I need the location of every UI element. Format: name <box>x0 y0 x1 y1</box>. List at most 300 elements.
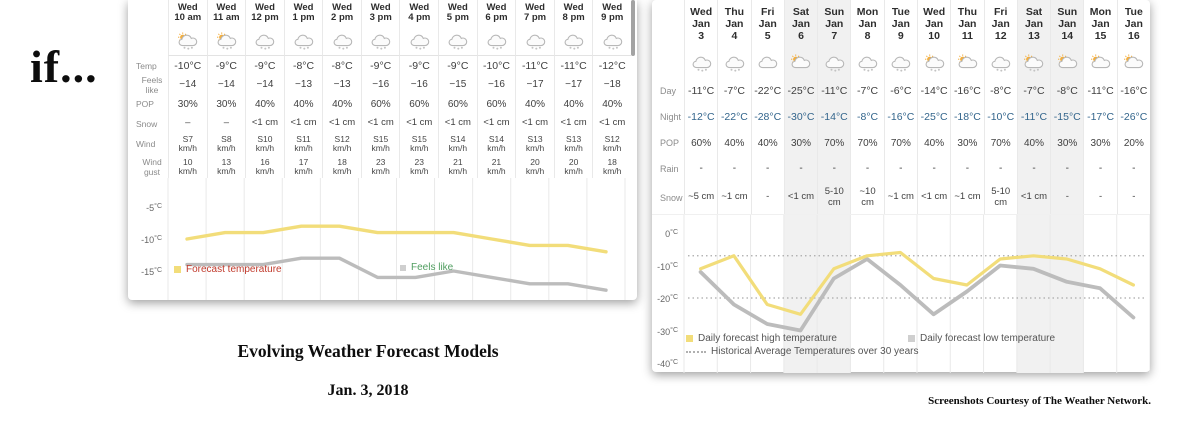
column-header <box>1050 0 1083 48</box>
gust-value: 16 <box>260 156 270 167</box>
row-label-snow: Snow <box>136 118 158 129</box>
wind-gust-cell <box>515 155 554 178</box>
header-date: 8 <box>864 30 871 42</box>
weather-icon-cell <box>850 48 883 78</box>
daily-temperature-chart <box>652 214 1150 372</box>
feels-like-swatch <box>400 265 406 271</box>
header-day: Wed <box>293 1 314 13</box>
pop-cell: 30% <box>1050 130 1083 156</box>
night-temp-cell: -11°C <box>1017 104 1050 130</box>
temp-cell: -9°C <box>361 56 400 75</box>
header-day: Wed <box>177 1 198 13</box>
pop-cell: 30% <box>168 94 207 114</box>
forecast-temperature-swatch <box>174 266 181 273</box>
wind-unit: km/h <box>410 143 429 153</box>
tick-value: -5 <box>146 203 155 213</box>
column-header <box>1017 0 1050 48</box>
wind-unit: km/h <box>332 143 352 153</box>
header-dow: Sun <box>824 6 845 18</box>
gust-value: 17 <box>298 156 309 167</box>
temp-cell: -10°C <box>477 56 516 75</box>
weather-icon-cell <box>438 26 477 56</box>
header-dow: Wed <box>923 6 946 18</box>
snow-cell: <1 cm <box>361 114 400 133</box>
row-label-day: Day <box>660 86 677 96</box>
temp-cell: -8°C <box>322 56 361 75</box>
historical-average-swatch <box>686 351 706 353</box>
weather-icon-cell <box>884 48 917 78</box>
gust-unit: km/h <box>448 165 468 176</box>
header-time: 2 pm <box>331 12 354 23</box>
y-axis-label <box>652 292 678 305</box>
rain-cell: - <box>1050 156 1083 181</box>
weather-icon-cell <box>245 26 284 56</box>
header-dow: Sat <box>1025 6 1043 18</box>
snow-cell: ~1 cm <box>717 181 750 214</box>
header-date: 3 <box>698 30 705 42</box>
snow-cell: 5-10 cm <box>817 181 850 214</box>
rain-cell: - <box>1017 156 1050 181</box>
snow-cell: - <box>751 181 784 214</box>
column-header <box>1083 0 1116 48</box>
column-header <box>984 0 1017 48</box>
pop-cell: 60% <box>477 94 516 114</box>
wind-value: S15 <box>373 134 389 144</box>
row-label-wind-gust: Wind gust <box>142 156 162 177</box>
sun-cloud-icon <box>1056 54 1079 72</box>
snow-cell: <1 cm <box>515 114 554 133</box>
column-header <box>245 0 284 26</box>
rain-cell: - <box>884 156 917 181</box>
column-header <box>554 0 593 26</box>
flurries-icon <box>562 32 585 50</box>
hourly-temperature-chart <box>128 178 637 300</box>
snow-cell: <1 cm <box>438 114 477 133</box>
gust-value: 10 <box>183 156 193 167</box>
flurries-icon <box>253 32 276 50</box>
night-temp-cell: -25°C <box>917 104 950 130</box>
wind-value: S15 <box>411 134 427 144</box>
feels-like-cell: −15 <box>438 75 477 94</box>
day-temp-cell: -16°C <box>1117 78 1150 104</box>
wind-cell <box>284 133 323 155</box>
night-temp-cell: -17°C <box>1083 104 1116 130</box>
gust-unit: km/h <box>178 165 197 176</box>
flurries-icon <box>989 54 1012 72</box>
wind-cell <box>515 133 554 155</box>
weather-icon-cell <box>1117 48 1150 78</box>
header-month: Jan <box>692 18 711 30</box>
snow-cell: <1 cm <box>917 181 950 214</box>
wind-gust-cell <box>554 155 593 178</box>
header-month: Jan <box>991 18 1010 30</box>
header-dow: Sat <box>792 6 810 18</box>
snow-cell: <1 cm <box>477 114 516 133</box>
flurries-icon <box>369 32 392 50</box>
wind-value: S10 <box>257 134 273 144</box>
temp-cell: -9°C <box>207 56 246 75</box>
column-header <box>751 0 784 48</box>
column-header <box>361 0 400 26</box>
column-gutter <box>128 0 168 26</box>
pop-cell: 70% <box>817 130 850 156</box>
weather-icon-cell <box>592 26 631 56</box>
if-text: if... <box>30 41 98 92</box>
pop-cell: 40% <box>284 94 323 114</box>
pop-cell: 70% <box>884 130 917 156</box>
weather-icon-cell <box>684 48 717 78</box>
snow-cell: <1 cm <box>245 114 284 133</box>
pop-cell: 60% <box>361 94 400 114</box>
wind-value: S14 <box>488 134 504 144</box>
snow-cell: <1 cm <box>784 181 817 214</box>
weather-icon-cell <box>477 26 516 56</box>
header-date: 6 <box>798 30 804 42</box>
gust-unit: km/h <box>410 165 429 176</box>
pop-cell: 40% <box>751 130 784 156</box>
sun-cloud-icon <box>956 54 979 72</box>
gust-value: 23 <box>375 156 386 167</box>
gust-value: 21 <box>491 156 502 167</box>
header-day: Wed <box>563 1 584 13</box>
snow-cell: <1 cm <box>1017 181 1050 214</box>
y-axis-label <box>652 260 678 273</box>
wind-gust-cell <box>207 155 246 178</box>
night-temp-cell: -18°C <box>950 104 983 130</box>
gust-value: 20 <box>530 156 540 167</box>
weather-icon-cell <box>1083 48 1116 78</box>
pop-cell: 20% <box>1117 130 1150 156</box>
gust-unit: km/h <box>487 165 506 176</box>
day-temp-cell: -11°C <box>1083 78 1116 104</box>
column-header <box>684 0 717 48</box>
weather-icon-cell <box>784 48 817 78</box>
wind-unit: km/h <box>602 143 622 153</box>
gust-value: 21 <box>453 156 463 167</box>
header-date: 11 <box>961 30 973 42</box>
row-label-feels_like: Feels like <box>141 74 163 95</box>
row-label-pop: POP <box>660 138 680 148</box>
gust-value: 20 <box>568 156 579 167</box>
pop-cell: 30% <box>784 130 817 156</box>
day-temp-cell: -8°C <box>1050 78 1083 104</box>
header-dow: Fri <box>760 6 775 18</box>
pop-cell: 30% <box>1083 130 1116 156</box>
snow-cell: ~10 cm <box>850 181 883 214</box>
wind-value: S12 <box>334 134 350 144</box>
header-month: Jan <box>758 18 777 30</box>
header-date: 10 <box>928 30 940 42</box>
header-time: 6 pm <box>485 12 508 23</box>
daily-low-swatch <box>908 335 915 342</box>
column-header <box>207 0 246 26</box>
wind-cell <box>554 133 593 155</box>
gust-value: 13 <box>221 156 232 167</box>
header-month: Jan <box>825 18 844 30</box>
night-temp-cell: -26°C <box>1117 104 1150 130</box>
weather-icon-cell <box>717 48 750 78</box>
wind-gust-cell <box>322 155 361 178</box>
hourly-chart-canvas <box>128 178 631 300</box>
snow-cell: - <box>1117 181 1150 214</box>
row-label-pop: POP <box>136 99 154 109</box>
header-date: 7 <box>831 30 838 42</box>
rain-cell: - <box>984 156 1017 181</box>
gust-unit: km/h <box>564 165 583 176</box>
pop-cell: 40% <box>1017 130 1050 156</box>
wind-cell <box>245 133 284 155</box>
column-header <box>884 0 917 48</box>
tick-unit: °C <box>154 235 162 242</box>
tick-value: -15 <box>141 267 155 277</box>
temp-cell: -9°C <box>399 56 438 75</box>
daily-legend-historical <box>686 346 919 357</box>
y-axis-label <box>128 233 162 246</box>
temp-cell: -9°C <box>438 56 477 75</box>
row-label-night: Night <box>660 112 682 122</box>
snow-cell: <1 cm <box>284 114 323 133</box>
day-temp-cell: -7°C <box>717 78 750 104</box>
pop-cell: 70% <box>850 130 883 156</box>
header-date: 9 <box>897 30 904 42</box>
header-month: Jan <box>1091 18 1110 30</box>
night-temp-cell: -14°C <box>817 104 850 130</box>
weather-icon-cell <box>168 26 207 56</box>
tick-value: -20 <box>657 294 671 304</box>
wind-cell <box>168 133 207 155</box>
wind-gust-cell <box>361 155 400 178</box>
scrollbar-thumb[interactable] <box>631 0 635 56</box>
header-date: 16 <box>1128 30 1140 42</box>
hourly-forecast-panel <box>128 0 637 300</box>
header-date: 12 <box>994 30 1007 42</box>
weather-icon-cell <box>399 26 438 56</box>
header-time: 3 pm <box>369 12 392 23</box>
wind-gust-cell <box>284 155 323 178</box>
tick-unit: °C <box>670 229 678 236</box>
wind-cell <box>592 133 631 155</box>
column-header <box>784 0 817 48</box>
rain-cell: - <box>917 156 950 181</box>
gust-unit: km/h <box>371 165 390 176</box>
day-temp-cell: -22°C <box>751 78 784 104</box>
flurries-icon <box>889 54 912 72</box>
rain-cell: - <box>850 156 883 181</box>
tick-value: 0 <box>665 229 671 239</box>
wind-unit: km/h <box>525 143 545 153</box>
fourteen-day-forecast-table <box>652 0 1150 214</box>
wind-gust-cell <box>477 155 516 178</box>
day-temp-cell: -8°C <box>984 78 1017 104</box>
row-gutter <box>652 48 684 78</box>
header-time: 5 pm <box>446 12 469 23</box>
column-header <box>322 0 361 26</box>
flurries-icon <box>856 54 879 72</box>
weather-icon-cell <box>322 26 361 56</box>
rain-cell: - <box>684 156 717 181</box>
wind-unit: km/h <box>178 143 197 153</box>
column-header <box>515 0 554 26</box>
daily-legend-high <box>686 333 837 344</box>
feels-like-cell: −13 <box>322 75 361 94</box>
gust-value: 23 <box>414 156 425 167</box>
pop-cell: 60% <box>438 94 477 114</box>
wind-gust-cell <box>438 155 477 178</box>
header-month: Jan <box>858 18 877 30</box>
header-day: Wed <box>216 1 237 13</box>
wind-value: S13 <box>566 134 582 144</box>
snow-cell: <1 cm <box>399 114 438 133</box>
header-time: 7 pm <box>523 12 547 23</box>
flurries-icon <box>446 32 469 50</box>
gust-value: 18 <box>607 156 617 167</box>
hourly-legend-forecast <box>174 264 282 275</box>
feels-like-cell: −17 <box>554 75 593 94</box>
tick-value: -10 <box>657 261 671 272</box>
column-header <box>1117 0 1150 48</box>
header-day: Wed <box>525 1 545 13</box>
snow-cell: <1 cm <box>592 114 631 133</box>
tick-value: -10 <box>141 235 155 245</box>
night-temp-cell: -15°C <box>1050 104 1083 130</box>
rain-cell: - <box>751 156 784 181</box>
header-date: 14 <box>1061 30 1074 42</box>
night-temp-cell: -16°C <box>884 104 917 130</box>
weather-icon-cell <box>751 48 784 78</box>
header-dow: Thu <box>724 6 745 18</box>
temp-cell: -9°C <box>245 56 284 75</box>
temp-cell: -12°C <box>592 56 631 75</box>
daily-legend-low <box>908 333 1055 344</box>
column-header <box>438 0 477 26</box>
rain-cell: - <box>1083 156 1116 181</box>
pop-cell: 40% <box>592 94 631 114</box>
tick-unit: °C <box>670 326 678 334</box>
day-temp-cell: -7°C <box>850 78 883 104</box>
header-month: Jan <box>1024 18 1044 30</box>
header-dow: Mon <box>1089 6 1112 18</box>
header-month: Jan <box>925 18 944 30</box>
header-month: Jan <box>1058 18 1077 30</box>
sun-cloud-icon <box>1089 54 1112 72</box>
wind-unit: km/h <box>448 143 468 153</box>
tick-unit: °C <box>670 359 678 366</box>
column-header <box>950 0 983 48</box>
header-time: 8 pm <box>562 12 585 23</box>
wind-gust-cell <box>168 155 207 178</box>
pop-cell: 40% <box>917 130 950 156</box>
caption-title: Evolving Weather Forecast Models <box>237 341 499 361</box>
weather-icon-cell <box>207 26 246 56</box>
header-day: Wed <box>486 1 507 13</box>
flurries-icon <box>485 32 508 50</box>
wind-value: S7 <box>182 134 193 144</box>
header-day: Wed <box>370 1 391 13</box>
header-day: Wed <box>602 1 623 13</box>
weather-icon-cell <box>515 26 554 56</box>
feels-like-label: Feels like <box>411 262 454 273</box>
temp-cell: -8°C <box>284 56 323 75</box>
wind-cell <box>438 133 477 155</box>
tick-value: -30 <box>657 326 671 337</box>
header-dow: Sun <box>1057 6 1078 18</box>
wind-unit: km/h <box>255 143 275 153</box>
feels-like-cell: −14 <box>207 75 246 94</box>
gust-unit: km/h <box>255 165 275 176</box>
flurries-icon <box>601 32 624 50</box>
wind-value: S11 <box>296 134 311 144</box>
column-header <box>284 0 323 26</box>
night-temp-cell: -30°C <box>784 104 817 130</box>
day-temp-cell: -11°C <box>817 78 850 104</box>
wind-unit: km/h <box>371 143 390 153</box>
wind-unit: km/h <box>217 143 236 153</box>
wind-value: S13 <box>527 134 543 144</box>
y-axis-label <box>652 227 678 240</box>
wind-unit: km/h <box>294 143 313 153</box>
wind-cell <box>207 133 246 155</box>
tick-unit: °C <box>154 203 162 210</box>
header-day: Wed <box>332 1 353 13</box>
weather-icon-cell <box>984 48 1017 78</box>
night-temp-cell: -12°C <box>684 104 717 130</box>
row-label-temp: Temp <box>136 60 157 71</box>
column-header <box>592 0 631 26</box>
pop-cell: 70% <box>984 130 1017 156</box>
snow-cell: ~1 cm <box>884 181 917 214</box>
weather-icon-cell <box>361 26 400 56</box>
feels-like-cell: −13 <box>284 75 323 94</box>
tick-value: -40 <box>657 359 671 369</box>
tick-unit: °C <box>670 294 678 301</box>
column-header <box>917 0 950 48</box>
header-month: Jan <box>1124 18 1143 30</box>
gust-value: 18 <box>337 156 347 167</box>
header-day: Wed <box>447 1 468 13</box>
header-dow: Thu <box>957 6 978 18</box>
header-time: 11 am <box>213 12 240 23</box>
sun-cloud-flurries-icon <box>176 32 199 50</box>
sun-cloud-icon <box>1122 54 1145 72</box>
hourly-feels-like-label <box>400 262 453 273</box>
rain-cell: - <box>817 156 850 181</box>
snow-cell: – <box>168 114 207 133</box>
flurries-icon <box>331 32 354 50</box>
pop-cell: 60% <box>399 94 438 114</box>
feels-like-cell: −16 <box>361 75 400 94</box>
header-time: 10 am <box>174 12 202 23</box>
y-axis-label <box>128 265 162 278</box>
header-month: Jan <box>791 18 811 30</box>
day-temp-cell: -11°C <box>684 78 717 104</box>
y-axis-label <box>128 201 162 214</box>
wind-value: S14 <box>450 134 466 144</box>
day-temp-cell: -7°C <box>1017 78 1050 104</box>
forecast-temperature-label: Forecast temperature <box>186 264 282 275</box>
gust-unit: km/h <box>525 165 545 176</box>
pop-cell: 60% <box>684 130 717 156</box>
weather-icon-cell <box>284 26 323 56</box>
wind-unit: km/h <box>564 143 583 153</box>
snow-cell: 5-10 cm <box>984 181 1017 214</box>
night-temp-cell: -22°C <box>717 104 750 130</box>
night-temp-cell: -8°C <box>850 104 883 130</box>
flurries-icon <box>723 54 746 72</box>
temp-cell: -10°C <box>168 56 207 75</box>
flurries-icon <box>823 54 846 72</box>
weather-icon-cell <box>950 48 983 78</box>
rain-cell: - <box>717 156 750 181</box>
